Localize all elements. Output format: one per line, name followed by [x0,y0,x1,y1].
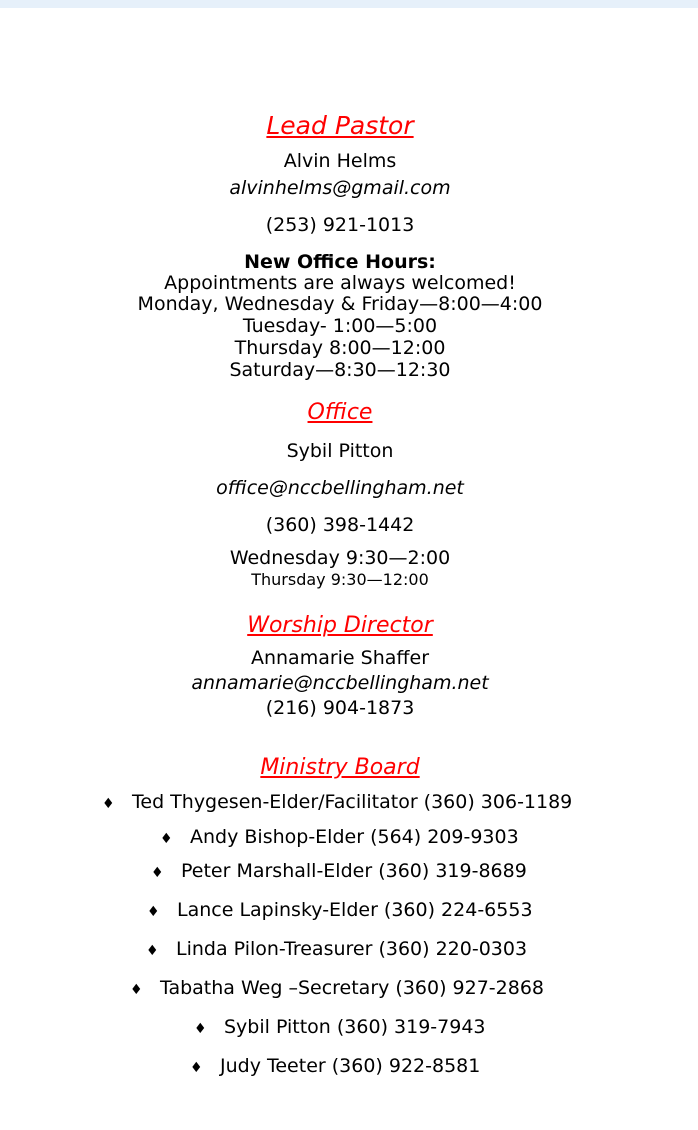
board-member: Peter Marshall-Elder (360) 319-8689 [181,860,527,882]
office-name: Sybil Pitton [286,440,394,462]
office-hours-line: Saturday—8:30—12:30 [229,359,451,381]
office-hours-line: Appointments are always welcomed! [164,272,516,294]
board-member: Linda Pilon-Treasurer (360) 220-0303 [176,938,528,960]
worship-director-name: Annamarie Shaffer [250,647,430,669]
office-hours-line: Tuesday- 1:00—5:00 [242,315,438,337]
board-member: Andy Bishop-Elder (564) 209-9303 [190,826,519,848]
bullet-icon: ♦ [160,831,173,847]
bullet-icon: ♦ [147,904,160,920]
lead-pastor-name: Alvin Helms [283,150,397,172]
worship-director-email: annamarie@nccbellingham.net [191,672,489,694]
office-email: office@nccbellingham.net [216,477,464,499]
office-phone: (360) 398-1442 [265,514,415,536]
list-item [147,899,533,923]
ministry-board-heading: Ministry Board [260,755,420,780]
list-item [102,791,572,815]
top-bar [0,0,698,8]
bullet-icon: ♦ [102,796,115,812]
board-member: Ted Thygesen-Elder/Facilitator (360) 306-1189 [132,791,573,813]
list-item [146,938,527,962]
board-member: Judy Teeter (360) 922-8581 [220,1055,481,1077]
lead-pastor-heading: Lead Pastor [266,111,414,140]
board-member: Tabatha Weg –Secretary (360) 927-2868 [160,977,545,999]
list-item [151,860,527,884]
board-member: Lance Lapinsky-Elder (360) 224-6553 [177,899,533,921]
office-hours-title: New Office Hours: [244,251,436,273]
bullet-icon: ♦ [130,982,143,998]
bullet-icon: ♦ [194,1021,207,1037]
office-hours-line: Wednesday 9:30—2:00 [229,547,451,569]
list-item [130,977,544,1001]
list-item [190,1055,480,1079]
worship-director-phone: (216) 904-1873 [265,697,415,719]
board-member: Sybil Pitton (360) 319-7943 [224,1016,486,1038]
list-item [194,1016,486,1040]
office-heading: Office [307,400,373,425]
bullet-icon: ♦ [190,1060,203,1076]
bullet-icon: ♦ [151,865,164,881]
office-hours-line: Monday, Wednesday & Friday—8:00—4:00 [137,293,543,315]
bullet-icon: ♦ [146,943,159,959]
list-item [160,826,519,850]
office-hours-line: Thursday 8:00—12:00 [234,337,446,359]
worship-director-heading: Worship Director [247,613,433,638]
office-hours-line: Thursday 9:30—12:00 [251,570,429,589]
lead-pastor-email: alvinhelms@gmail.com [229,177,451,199]
lead-pastor-phone: (253) 921-1013 [265,214,415,236]
